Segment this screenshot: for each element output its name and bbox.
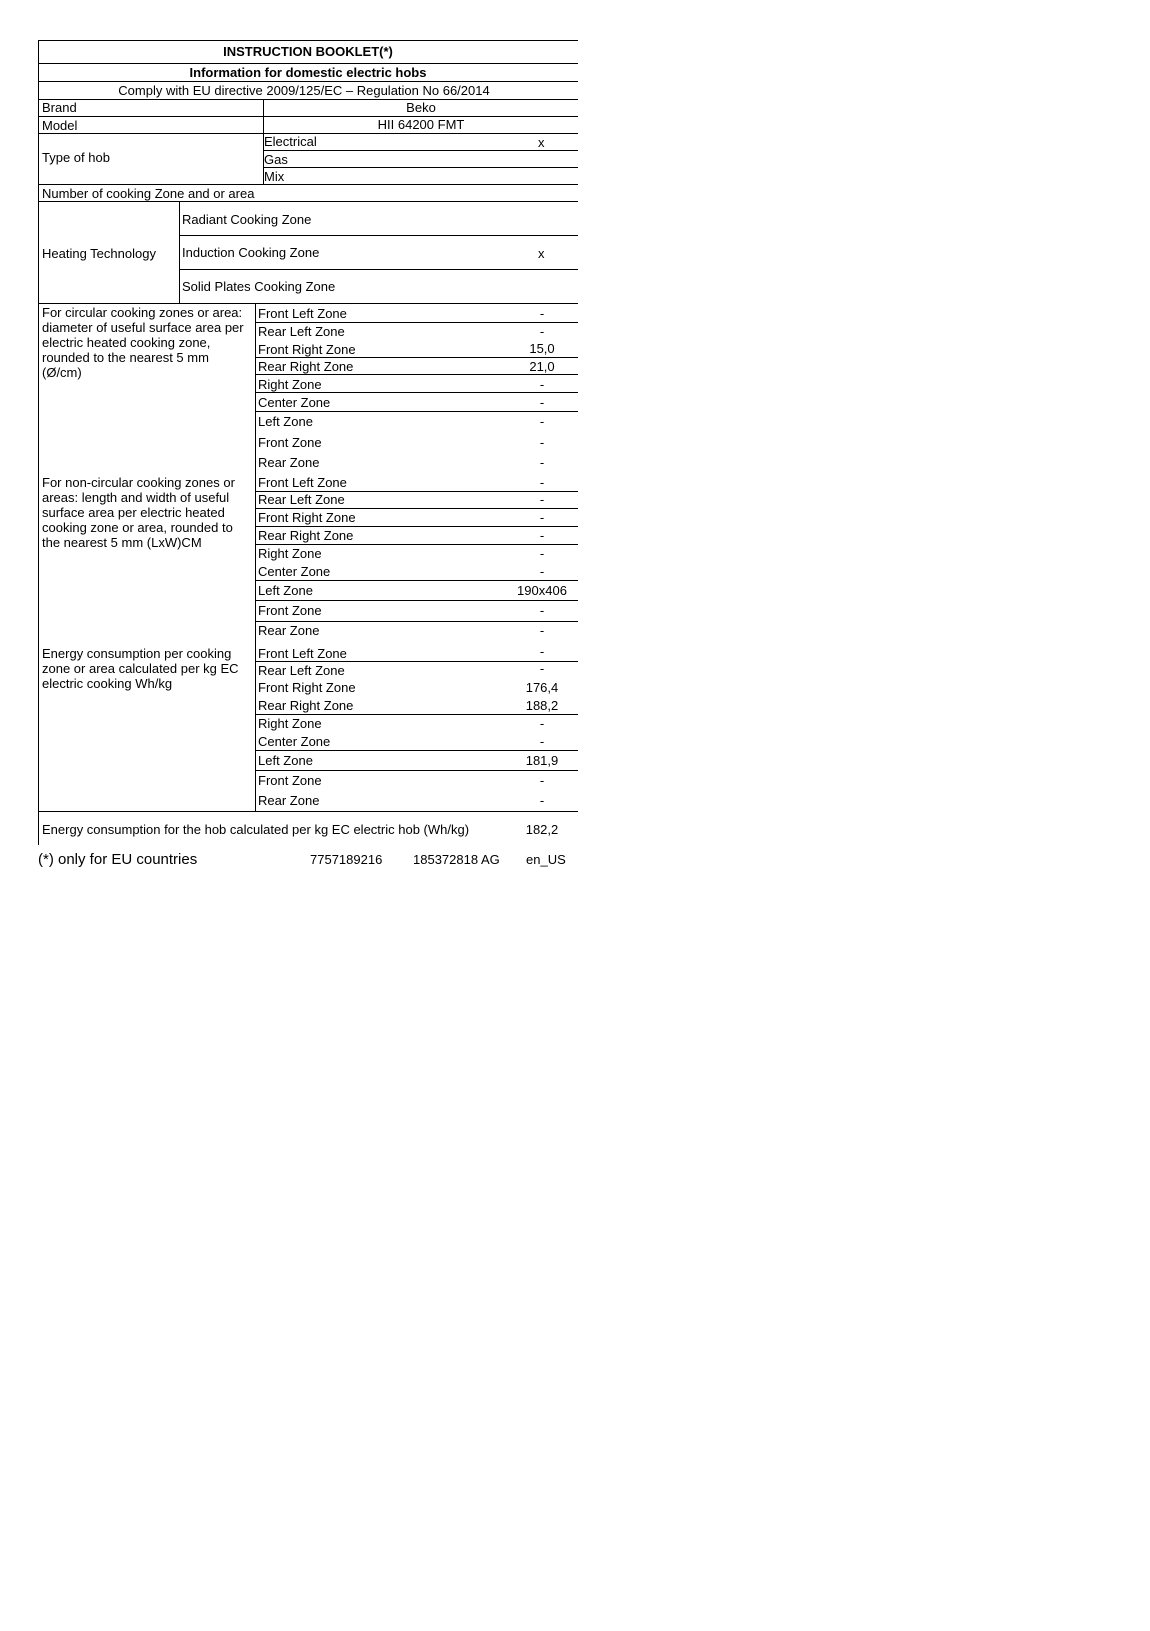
row-divider bbox=[255, 750, 578, 751]
row-divider bbox=[255, 621, 578, 622]
row-divider bbox=[255, 357, 578, 358]
row-divider bbox=[255, 374, 578, 375]
zone-name: Front Zone bbox=[258, 773, 322, 788]
zone-name: Front Left Zone bbox=[258, 646, 347, 661]
zone-value: - bbox=[539, 492, 545, 507]
row-divider bbox=[255, 580, 578, 581]
model-label: Model bbox=[42, 118, 78, 133]
row-divider bbox=[255, 508, 578, 509]
model-value: HII 64200 FMT bbox=[377, 117, 465, 132]
noncircular-zone-label: For non-circular cooking zones or areas: length and width of useful surface area per electric heated cooking zone or area, rounded to the nearest 5 mm (LxW)CM bbox=[42, 475, 235, 550]
zone-name: Front Left Zone bbox=[258, 306, 347, 321]
zone-value: - bbox=[539, 644, 545, 659]
document-code: 185372818 AG bbox=[413, 852, 500, 867]
zone-name: Rear Right Zone bbox=[258, 698, 354, 713]
row-divider bbox=[255, 392, 578, 393]
row-divider bbox=[255, 770, 578, 771]
zone-value: - bbox=[539, 793, 545, 808]
heating-option: Solid Plates Cooking Zone bbox=[182, 279, 336, 294]
zone-name: Rear Zone bbox=[258, 793, 320, 808]
hob-type-option: Electrical bbox=[264, 134, 317, 149]
zone-count-label: Number of cooking Zone and or area bbox=[42, 186, 255, 201]
heating-technology-label: Heating Technology bbox=[42, 246, 156, 261]
column-divider bbox=[263, 99, 264, 185]
hob-type-label: Type of hob bbox=[42, 150, 110, 165]
zone-value: - bbox=[539, 773, 545, 788]
zone-value: 190x406 bbox=[517, 583, 567, 598]
zone-name: Front Right Zone bbox=[258, 510, 356, 525]
row-divider bbox=[38, 811, 578, 812]
circular-zone-label: For circular cooking zones or area: diameter of useful surface area per electric heated cooking zone, rounded to the nearest 5 mm (Ø/cm) bbox=[42, 305, 244, 380]
zone-value: 188,2 bbox=[525, 698, 559, 713]
document-code: 7757189216 bbox=[310, 852, 383, 867]
total-energy-value: 182,2 bbox=[525, 822, 559, 837]
zone-value: - bbox=[539, 435, 545, 450]
zone-name: Right Zone bbox=[258, 716, 322, 731]
row-divider bbox=[38, 201, 578, 202]
zone-value: - bbox=[539, 734, 545, 749]
brand-value: Beko bbox=[406, 100, 436, 115]
zone-name: Left Zone bbox=[258, 583, 313, 598]
row-divider bbox=[38, 63, 578, 64]
hob-type-option: Gas bbox=[264, 152, 288, 167]
zone-value: - bbox=[539, 603, 545, 618]
zone-name: Front Zone bbox=[258, 603, 322, 618]
zone-value: - bbox=[539, 395, 545, 410]
zone-name: Rear Zone bbox=[258, 623, 320, 638]
row-divider bbox=[263, 167, 578, 168]
zone-name: Rear Left Zone bbox=[258, 663, 345, 678]
row-divider bbox=[38, 81, 578, 82]
zone-value: - bbox=[539, 528, 545, 543]
zone-value: - bbox=[539, 564, 545, 579]
row-divider bbox=[255, 526, 578, 527]
row-divider bbox=[38, 184, 578, 185]
zone-value: - bbox=[539, 475, 545, 490]
zone-value: - bbox=[539, 377, 545, 392]
zone-name: Rear Right Zone bbox=[258, 359, 354, 374]
zone-name: Left Zone bbox=[258, 414, 313, 429]
zone-value: - bbox=[539, 661, 545, 676]
compliance-text: Comply with EU directive 2009/125/EC – Regulation No 66/2014 bbox=[118, 83, 490, 98]
hob-type-mark: x bbox=[538, 135, 545, 150]
row-divider bbox=[255, 322, 578, 323]
row-divider bbox=[255, 411, 578, 412]
row-divider bbox=[255, 544, 578, 545]
zone-name: Left Zone bbox=[258, 753, 313, 768]
brand-label: Brand bbox=[42, 100, 77, 115]
column-divider bbox=[179, 201, 180, 303]
zone-value: - bbox=[539, 306, 545, 321]
zone-name: Front Right Zone bbox=[258, 680, 356, 695]
booklet-subtitle: Information for domestic electric hobs bbox=[189, 65, 427, 80]
zone-name: Front Zone bbox=[258, 435, 322, 450]
zone-value: 15,0 bbox=[529, 341, 555, 356]
column-divider bbox=[255, 303, 256, 811]
table-border bbox=[38, 40, 578, 41]
zone-value: - bbox=[539, 414, 545, 429]
zone-name: Front Right Zone bbox=[258, 342, 356, 357]
zone-value: - bbox=[539, 510, 545, 525]
locale-code: en_US bbox=[526, 852, 566, 867]
row-divider bbox=[263, 150, 578, 151]
row-divider bbox=[255, 714, 578, 715]
zone-name: Right Zone bbox=[258, 546, 322, 561]
eu-only-note: (*) only for EU countries bbox=[38, 851, 198, 868]
zone-name: Rear Left Zone bbox=[258, 324, 345, 339]
zone-value: - bbox=[539, 716, 545, 731]
heating-mark: x bbox=[538, 246, 545, 261]
total-energy-label: Energy consumption for the hob calculated per kg EC electric hob (Wh/kg) bbox=[42, 822, 470, 837]
zone-value: 176,4 bbox=[525, 680, 559, 695]
row-divider bbox=[255, 600, 578, 601]
zone-value: - bbox=[539, 623, 545, 638]
zone-name: Rear Left Zone bbox=[258, 492, 345, 507]
zone-name: Center Zone bbox=[258, 395, 331, 410]
row-divider bbox=[179, 235, 578, 236]
zone-value: - bbox=[539, 455, 545, 470]
heating-option: Radiant Cooking Zone bbox=[182, 212, 312, 227]
heating-option: Induction Cooking Zone bbox=[182, 245, 320, 260]
zone-name: Rear Zone bbox=[258, 455, 320, 470]
booklet-title: INSTRUCTION BOOKLET(*) bbox=[223, 44, 393, 59]
zone-name: Rear Right Zone bbox=[258, 528, 354, 543]
row-divider bbox=[179, 269, 578, 270]
zone-name: Front Left Zone bbox=[258, 475, 347, 490]
zone-value: - bbox=[539, 546, 545, 561]
table-border bbox=[38, 40, 39, 845]
row-divider bbox=[38, 303, 578, 304]
zone-name: Center Zone bbox=[258, 734, 331, 749]
zone-value: - bbox=[539, 324, 545, 339]
zone-name: Right Zone bbox=[258, 377, 322, 392]
zone-name: Center Zone bbox=[258, 564, 331, 579]
zone-value: 21,0 bbox=[529, 359, 555, 374]
hob-type-option: Mix bbox=[264, 169, 285, 184]
energy-per-zone-label: Energy consumption per cooking zone or area calculated per kg EC electric cooking Wh/kg bbox=[42, 646, 239, 691]
zone-value: 181,9 bbox=[525, 753, 559, 768]
